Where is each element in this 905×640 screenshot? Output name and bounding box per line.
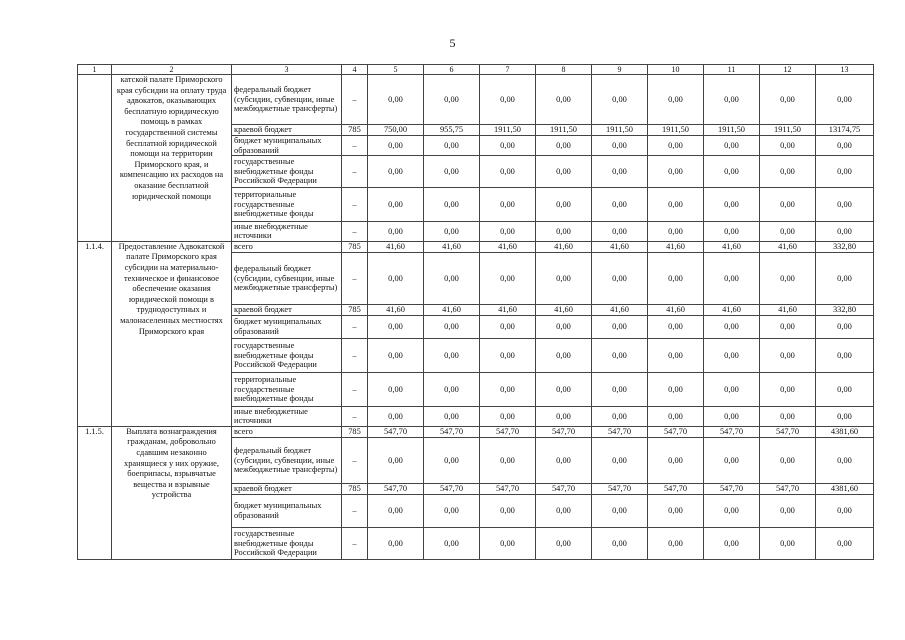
value-cell: 547,70 <box>368 426 424 437</box>
value-cell: 0,00 <box>480 136 536 156</box>
value-cell: 547,70 <box>704 483 760 494</box>
value-cell: 0,00 <box>760 252 816 304</box>
value-cell: 0,00 <box>368 156 424 188</box>
value-cell: 0,00 <box>760 156 816 188</box>
funding-source-cell: краевой бюджет <box>232 304 342 315</box>
value-cell: 0,00 <box>760 437 816 483</box>
value-cell: 0,00 <box>704 136 760 156</box>
value-cell: 0,00 <box>704 222 760 242</box>
value-cell: 0,00 <box>592 222 648 242</box>
value-cell: 0,00 <box>760 338 816 372</box>
value-cell: 0,00 <box>704 494 760 527</box>
value-cell: 547,70 <box>424 426 480 437</box>
value-cell: 0,00 <box>424 494 480 527</box>
value-cell: 0,00 <box>704 372 760 406</box>
value-cell: 41,60 <box>704 304 760 315</box>
funding-source-cell: краевой бюджет <box>232 483 342 494</box>
column-header: 13 <box>816 65 874 75</box>
value-cell: 0,00 <box>760 406 816 426</box>
value-cell: 41,60 <box>480 241 536 252</box>
value-cell: 0,00 <box>368 527 424 559</box>
funding-source-cell: федеральный бюджет (субсидии, субвенции, иные межбюджетные трансферты) <box>232 252 342 304</box>
value-cell: 0,00 <box>424 188 480 222</box>
column-header: 11 <box>704 65 760 75</box>
grbs-code-cell: – <box>342 75 368 125</box>
value-cell: 0,00 <box>368 222 424 242</box>
grbs-code-cell: – <box>342 372 368 406</box>
value-cell: 0,00 <box>760 75 816 125</box>
value-cell: 0,00 <box>592 494 648 527</box>
value-cell: 547,70 <box>760 483 816 494</box>
value-cell: 0,00 <box>424 338 480 372</box>
value-cell: 0,00 <box>536 222 592 242</box>
value-cell: 0,00 <box>368 338 424 372</box>
funding-source-cell: бюджет муниципальных образований <box>232 494 342 527</box>
value-cell: 0,00 <box>704 252 760 304</box>
column-header: 2 <box>112 65 232 75</box>
value-cell: 0,00 <box>368 437 424 483</box>
grbs-code-cell: – <box>342 136 368 156</box>
grbs-code-cell: – <box>342 494 368 527</box>
value-cell: 1911,50 <box>760 125 816 136</box>
value-cell: 1911,50 <box>704 125 760 136</box>
funding-source-cell: территориальные государственные внебюджетные фонды <box>232 188 342 222</box>
value-cell: 41,60 <box>648 304 704 315</box>
value-cell: 0,00 <box>704 437 760 483</box>
value-cell: 547,70 <box>536 426 592 437</box>
grbs-code-cell: – <box>342 222 368 242</box>
grbs-code-cell: – <box>342 437 368 483</box>
grbs-code-cell: 785 <box>342 483 368 494</box>
value-cell: 0,00 <box>424 406 480 426</box>
value-cell: 0,00 <box>704 315 760 338</box>
value-cell: 750,00 <box>368 125 424 136</box>
value-cell: 0,00 <box>480 338 536 372</box>
value-cell: 0,00 <box>592 315 648 338</box>
value-cell: 0,00 <box>592 437 648 483</box>
value-cell: 0,00 <box>592 252 648 304</box>
value-cell: 0,00 <box>760 188 816 222</box>
column-header: 9 <box>592 65 648 75</box>
value-cell: 0,00 <box>760 315 816 338</box>
value-cell: 1911,50 <box>592 125 648 136</box>
value-cell: 547,70 <box>648 483 704 494</box>
column-header: 7 <box>480 65 536 75</box>
value-cell: 0,00 <box>816 222 874 242</box>
value-cell: 0,00 <box>816 315 874 338</box>
value-cell: 0,00 <box>368 188 424 222</box>
grbs-code-cell: – <box>342 406 368 426</box>
value-cell: 0,00 <box>368 136 424 156</box>
column-header: 10 <box>648 65 704 75</box>
funding-source-cell: бюджет муниципальных образований <box>232 136 342 156</box>
value-cell: 0,00 <box>480 252 536 304</box>
value-cell: 0,00 <box>704 75 760 125</box>
value-cell: 0,00 <box>592 372 648 406</box>
value-cell: 547,70 <box>536 483 592 494</box>
value-cell: 0,00 <box>760 527 816 559</box>
item-name-cell: катской палате Приморского края субсидии на оплату труда адвокатов, оказывающих бесплатную юридическую помощь в рамках государственной системы бесплатной юридической помощи на территории Приморского края, и компенсацию их расходов на оказание бесплатной юридической помощи <box>112 75 232 242</box>
value-cell: 0,00 <box>480 372 536 406</box>
value-cell: 547,70 <box>704 426 760 437</box>
value-cell: 4381,60 <box>816 426 874 437</box>
value-cell: 0,00 <box>592 188 648 222</box>
funding-source-cell: иные внебюджетные источники <box>232 222 342 242</box>
column-header: 5 <box>368 65 424 75</box>
value-cell: 0,00 <box>592 406 648 426</box>
grbs-code-cell: – <box>342 156 368 188</box>
value-cell: 0,00 <box>536 156 592 188</box>
value-cell: 0,00 <box>704 527 760 559</box>
value-cell: 0,00 <box>536 315 592 338</box>
value-cell: 0,00 <box>368 75 424 125</box>
value-cell: 41,60 <box>592 241 648 252</box>
value-cell: 547,70 <box>648 426 704 437</box>
grbs-code-cell: – <box>342 252 368 304</box>
value-cell: 0,00 <box>480 437 536 483</box>
value-cell: 0,00 <box>648 315 704 338</box>
value-cell: 547,70 <box>368 483 424 494</box>
value-cell: 0,00 <box>648 136 704 156</box>
funding-source-cell: государственные внебюджетные фонды Российской Федерации <box>232 527 342 559</box>
grbs-code-cell: – <box>342 338 368 372</box>
value-cell: 0,00 <box>648 252 704 304</box>
value-cell: 332,80 <box>816 304 874 315</box>
grbs-code-cell: – <box>342 527 368 559</box>
value-cell: 0,00 <box>536 494 592 527</box>
funding-source-cell: иные внебюджетные источники <box>232 406 342 426</box>
value-cell: 0,00 <box>816 136 874 156</box>
grbs-code-cell: – <box>342 315 368 338</box>
value-cell: 41,60 <box>704 241 760 252</box>
funding-source-cell: бюджет муниципальных образований <box>232 315 342 338</box>
column-header: 4 <box>342 65 368 75</box>
value-cell: 0,00 <box>368 372 424 406</box>
column-header: 8 <box>536 65 592 75</box>
value-cell: 547,70 <box>592 426 648 437</box>
funding-source-cell: государственные внебюджетные фонды Российской Федерации <box>232 156 342 188</box>
item-code-cell: 1.1.5. <box>78 426 112 559</box>
value-cell: 0,00 <box>816 338 874 372</box>
value-cell: 0,00 <box>368 406 424 426</box>
value-cell: 0,00 <box>424 156 480 188</box>
value-cell: 0,00 <box>480 156 536 188</box>
funding-source-cell: всего <box>232 426 342 437</box>
item-name-cell: Выплата вознаграждения гражданам, добровольно сдавшим незаконно хранящиеся у них оружие, боеприпасы, взрывчатые вещества и взрывные устройства <box>112 426 232 559</box>
value-cell: 41,60 <box>368 241 424 252</box>
item-name-cell: Предоставление Адвокатской палате Приморского края субсидии на материально-техническое и финансовое обеспечение оказания юридической помощи в труднодоступных и малонаселенных местностях Приморского края <box>112 241 232 426</box>
funding-source-cell: государственные внебюджетные фонды Российской Федерации <box>232 338 342 372</box>
value-cell: 0,00 <box>592 338 648 372</box>
column-header-row <box>78 65 874 75</box>
value-cell: 0,00 <box>648 406 704 426</box>
value-cell: 0,00 <box>704 338 760 372</box>
value-cell: 0,00 <box>592 527 648 559</box>
value-cell: 955,75 <box>424 125 480 136</box>
value-cell: 0,00 <box>536 75 592 125</box>
value-cell: 0,00 <box>648 494 704 527</box>
grbs-code-cell: 785 <box>342 125 368 136</box>
value-cell: 1911,50 <box>536 125 592 136</box>
value-cell: 0,00 <box>816 437 874 483</box>
value-cell: 0,00 <box>424 222 480 242</box>
value-cell: 0,00 <box>816 188 874 222</box>
value-cell: 0,00 <box>760 136 816 156</box>
value-cell: 41,60 <box>424 241 480 252</box>
value-cell: 41,60 <box>480 304 536 315</box>
value-cell: 547,70 <box>480 426 536 437</box>
value-cell: 0,00 <box>536 136 592 156</box>
value-cell: 4381,60 <box>816 483 874 494</box>
value-cell: 41,60 <box>592 304 648 315</box>
value-cell: 0,00 <box>480 222 536 242</box>
value-cell: 41,60 <box>760 241 816 252</box>
funding-source-cell: всего <box>232 241 342 252</box>
funding-source-cell: федеральный бюджет (субсидии, субвенции, иные межбюджетные трансферты) <box>232 437 342 483</box>
value-cell: 0,00 <box>592 75 648 125</box>
value-cell: 41,60 <box>368 304 424 315</box>
value-cell: 0,00 <box>816 406 874 426</box>
value-cell: 0,00 <box>816 527 874 559</box>
value-cell: 0,00 <box>648 222 704 242</box>
value-cell: 0,00 <box>648 188 704 222</box>
funding-source-cell: федеральный бюджет (субсидии, субвенции, иные межбюджетные трансферты) <box>232 75 342 125</box>
budget-table <box>77 64 874 560</box>
column-header: 6 <box>424 65 480 75</box>
value-cell: 0,00 <box>592 136 648 156</box>
value-cell: 0,00 <box>424 315 480 338</box>
value-cell: 547,70 <box>424 483 480 494</box>
value-cell: 0,00 <box>816 75 874 125</box>
value-cell: 332,80 <box>816 241 874 252</box>
value-cell: 0,00 <box>424 437 480 483</box>
value-cell: 0,00 <box>536 188 592 222</box>
page-number: 5 <box>449 36 456 50</box>
value-cell: 0,00 <box>536 338 592 372</box>
value-cell: 13174,75 <box>816 125 874 136</box>
item-code-cell <box>78 75 112 242</box>
value-cell: 41,60 <box>536 304 592 315</box>
value-cell: 0,00 <box>648 338 704 372</box>
value-cell: 0,00 <box>704 188 760 222</box>
value-cell: 0,00 <box>816 372 874 406</box>
value-cell: 41,60 <box>648 241 704 252</box>
value-cell: 0,00 <box>760 222 816 242</box>
value-cell: 547,70 <box>592 483 648 494</box>
value-cell: 547,70 <box>480 483 536 494</box>
value-cell: 0,00 <box>480 188 536 222</box>
value-cell: 41,60 <box>760 304 816 315</box>
value-cell: 0,00 <box>648 527 704 559</box>
value-cell: 0,00 <box>368 315 424 338</box>
value-cell: 41,60 <box>536 241 592 252</box>
value-cell: 0,00 <box>480 494 536 527</box>
value-cell: 0,00 <box>368 494 424 527</box>
value-cell: 0,00 <box>536 437 592 483</box>
value-cell: 0,00 <box>536 406 592 426</box>
value-cell: 0,00 <box>368 252 424 304</box>
funding-source-cell: территориальные государственные внебюджетные фонды <box>232 372 342 406</box>
value-cell: 547,70 <box>760 426 816 437</box>
column-header: 3 <box>232 65 342 75</box>
value-cell: 1911,50 <box>648 125 704 136</box>
value-cell: 0,00 <box>424 527 480 559</box>
value-cell: 0,00 <box>424 252 480 304</box>
value-cell: 0,00 <box>480 527 536 559</box>
table-row <box>78 241 874 252</box>
grbs-code-cell: – <box>342 188 368 222</box>
column-header: 1 <box>78 65 112 75</box>
value-cell: 41,60 <box>424 304 480 315</box>
grbs-code-cell: 785 <box>342 304 368 315</box>
column-header: 12 <box>760 65 816 75</box>
value-cell: 0,00 <box>536 372 592 406</box>
value-cell: 0,00 <box>648 75 704 125</box>
grbs-code-cell: 785 <box>342 241 368 252</box>
funding-source-cell: краевой бюджет <box>232 125 342 136</box>
value-cell: 0,00 <box>704 406 760 426</box>
value-cell: 0,00 <box>480 315 536 338</box>
value-cell: 0,00 <box>704 156 760 188</box>
value-cell: 0,00 <box>816 252 874 304</box>
value-cell: 0,00 <box>424 136 480 156</box>
value-cell: 0,00 <box>648 372 704 406</box>
value-cell: 0,00 <box>480 75 536 125</box>
table-row <box>78 426 874 437</box>
value-cell: 1911,50 <box>480 125 536 136</box>
item-code-cell: 1.1.4. <box>78 241 112 426</box>
value-cell: 0,00 <box>536 252 592 304</box>
table-row <box>78 75 874 125</box>
value-cell: 0,00 <box>536 527 592 559</box>
value-cell: 0,00 <box>760 494 816 527</box>
value-cell: 0,00 <box>816 494 874 527</box>
value-cell: 0,00 <box>480 406 536 426</box>
value-cell: 0,00 <box>424 75 480 125</box>
value-cell: 0,00 <box>760 372 816 406</box>
value-cell: 0,00 <box>648 156 704 188</box>
value-cell: 0,00 <box>424 372 480 406</box>
grbs-code-cell: 785 <box>342 426 368 437</box>
value-cell: 0,00 <box>816 156 874 188</box>
value-cell: 0,00 <box>592 156 648 188</box>
value-cell: 0,00 <box>648 437 704 483</box>
